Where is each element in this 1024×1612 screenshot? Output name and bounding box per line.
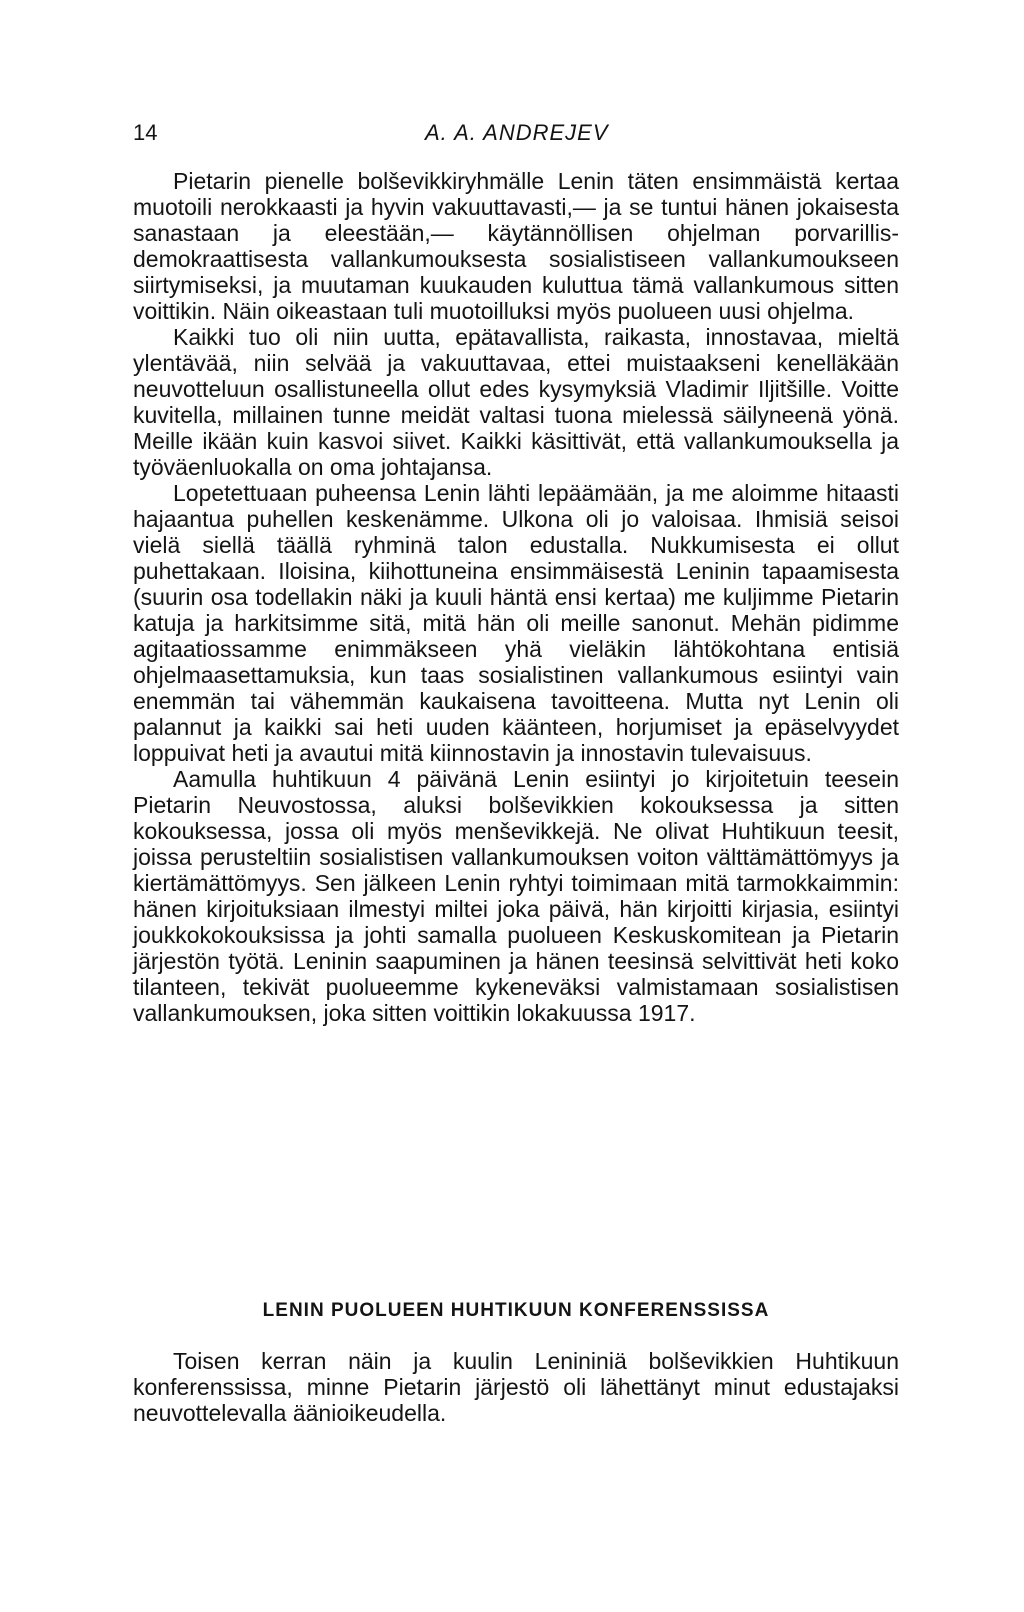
running-title: A. A. ANDREJEV bbox=[425, 120, 609, 145]
section-heading: LENIN PUOLUEEN HUHTIKUUN KONFERENSSISSA bbox=[262, 1300, 770, 1321]
section-paragraph: Toisen kerran näin ja kuulin Lenininiä bolševikkien Huhtikuun konferenssissa, minne Pietarin järjestö oli lähettänyt minut edustajaksi neuvottelevalla äänioikeudella. bbox=[133, 1348, 899, 1426]
body-text bbox=[133, 168, 899, 1026]
page-number: 14 bbox=[133, 120, 158, 145]
section-body bbox=[133, 1348, 899, 1426]
paragraph-4: Aamulla huhtikuun 4 päivänä Lenin esiintyi jo kirjoitetuin teesein Pietarin Neuvostossa, aluksi bolševikkien kokouksessa ja sitten kokouksessa, jossa oli myös menševikkejä. Ne olivat Huhtikuun teesit, joissa perusteltiin sosialistisen vallankumouksen voiton välttämättömyys ja kiertämättömyys. Sen jälkeen Lenin ryhtyi toimimaan mitä tarmokkaimmin: hänen kirjoituksiaan ilmestyi miltei joka päivä, hän kirjoitti kirjasia, esiintyi joukkokokouksissa ja johti samalla puolueen Keskuskomitean ja Pietarin järjestön työtä. Leninin saapuminen ja hänen teesinsä selvittivät heti koko tilanteen, tekivät puolueemme kykeneväksi valmistamaan sosialistisen vallankumouksen, joka sitten voittikin lokakuussa 1917. bbox=[133, 766, 899, 1026]
running-head bbox=[133, 120, 899, 150]
paragraph-3: Lopetettuaan puheensa Lenin lähti lepäämään, ja me aloimme hitaasti hajaantua puhellen keskenämme. Ulkona oli jo valoisaa. Ihmisiä seisoi vielä siellä täällä ryhminä talon edustalla. Nukkumisesta ei ollut puhettakaan. Iloisina, kiihottuneina ensimmäisestä Leninin tapaamisesta (suurin osa todellakin näki ja kuuli häntä ensi kertaa) me kuljimme Pietarin katuja ja harkitsimme sitä, mitä hän oli meille sanonut. Mehän pidimme agitaatiossamme enimmäkseen yhä vieläkin lähtökohtana entisiä ohjelmaasettamuksia, kun taas sosialistinen vallankumous esiintyi vain enemmän tai vähemmän kaukaisena tavoitteena. Mutta nyt Lenin oli palannut ja kaikki sai heti uuden käänteen, horjumiset ja epäselvyydet loppuivat heti ja avautui mitä kiinnostavin ja innostavin tulevaisuus. bbox=[133, 480, 899, 766]
paragraph-2: Kaikki tuo oli niin uutta, epätavallista, raikasta, innostavaa, mieltä ylentävää, niin selvää ja vakuuttavaa, ettei muistaakseni kenelläkään neuvotteluun osallistuneella ollut edes kysymyksiä Vladimir Iljitšille. Voitte kuvitella, millainen tunne meidät valtasi tuona mielessä säilyneenä yönä. Meille ikään kuin kasvoi siivet. Kaikki käsittivät, että vallankumouksella ja työväenluokalla on oma johtajansa. bbox=[133, 324, 899, 480]
paragraph-1: Pietarin pienelle bolševikkiryhmälle Lenin täten ensimmäistä kertaa muotoili nerokkaasti ja hyvin vakuuttavasti,— ja se tuntui hänen jokaisesta sanastaan ja eleestään,— käytännöllisen ohjelman porvarillis-demokraattisesta vallankumouksesta sosialistiseen vallankumoukseen siirtymiseksi, ja muutaman kuukauden kuluttua tämä vallankumous sitten voittikin. Näin oikeastaan tuli muotoilluksi myös puolueen uusi ohjelma. bbox=[133, 168, 899, 324]
